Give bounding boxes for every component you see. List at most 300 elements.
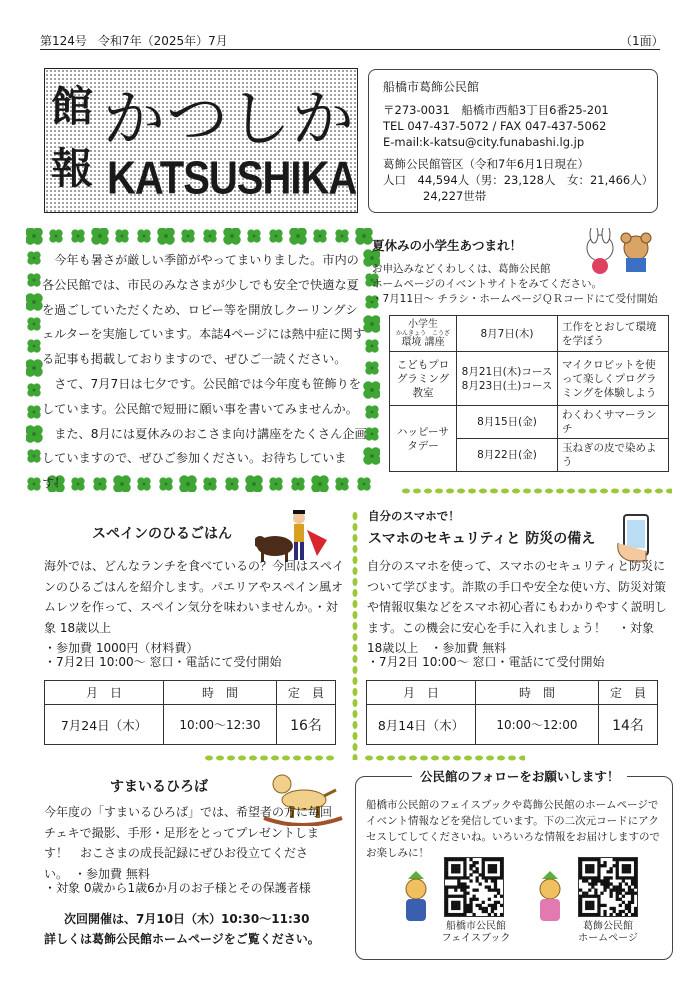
qr-module (497, 876, 500, 879)
qr-module (494, 907, 497, 910)
vine-leaf-icon (578, 489, 586, 494)
qr-module (628, 904, 631, 907)
clover-icon (26, 359, 43, 377)
vine-leaf-icon (420, 756, 428, 761)
qr-module (472, 913, 475, 916)
clover-icon (27, 383, 40, 396)
qr-module (448, 885, 451, 888)
qr-module (588, 913, 591, 916)
qr-module (488, 885, 491, 888)
qr-pattern-1-icon (445, 858, 503, 916)
qr-module (579, 876, 582, 879)
qr-module (479, 904, 482, 907)
vine-leaf-icon (227, 756, 235, 761)
vine-leaf-icon (453, 756, 461, 761)
vine-leaf-icon (431, 756, 439, 761)
vine-leaf-icon (435, 489, 443, 494)
vine-leaf-icon (353, 699, 358, 707)
qr-module (625, 858, 628, 861)
qr-module (585, 892, 588, 895)
qr-module (610, 913, 613, 916)
qr-module (585, 870, 588, 873)
col-capacity-header: 定 員 (599, 681, 658, 705)
qr-module (628, 910, 631, 913)
qr-module (603, 904, 606, 907)
qr-module (497, 889, 500, 892)
qr-module (600, 864, 603, 867)
center-address: 〒273-0031 船橋市西船3丁目6番25-201 (383, 103, 609, 117)
qr-module (454, 870, 457, 873)
qr-module (588, 907, 591, 910)
qr-module (463, 904, 466, 907)
vine-leaf-icon (353, 589, 358, 597)
qr-module (619, 885, 622, 888)
qr-module (588, 895, 591, 898)
homepage-qr-code[interactable] (578, 857, 638, 917)
qr-module (494, 901, 497, 904)
qr-module (457, 876, 460, 879)
qr-module (457, 913, 460, 916)
qr-module (588, 876, 591, 879)
qr-module (613, 858, 616, 861)
qr-module (500, 895, 503, 898)
qr-module (597, 913, 600, 916)
qr-module (594, 913, 597, 916)
clover-icon (203, 229, 216, 242)
qr-module (582, 892, 585, 895)
qr-module (469, 873, 472, 876)
qr-module (594, 882, 597, 885)
qr-module (494, 858, 497, 861)
qr-module (491, 870, 494, 873)
vine-leaf-icon (249, 756, 257, 761)
vine-divider-1 (402, 486, 672, 496)
qr-module (597, 858, 600, 861)
qr-module (594, 858, 597, 861)
qr-module (469, 864, 472, 867)
qr-module (585, 864, 588, 867)
qr-module (469, 901, 472, 904)
vine-leaf-icon (519, 756, 525, 761)
vine-leaf-icon (622, 489, 630, 494)
qr-module (445, 892, 448, 895)
greeting-paragraph-3: また、8月には夏休みのおこさま向け講座をたくさん企画していますので、ぜひご参加ください。お待ちしています！ (42, 426, 367, 491)
qr-module (482, 901, 485, 904)
qr-module (488, 889, 491, 892)
spain-date: 7月24日（木） (45, 705, 164, 745)
qr-module (628, 870, 631, 873)
event-desc: 玉ねぎの皮で染めよう (558, 439, 669, 472)
qr-module (463, 913, 466, 916)
vine-leaf-icon (353, 600, 358, 608)
qr-module (460, 876, 463, 879)
qr-module (588, 858, 591, 861)
clover-icon (27, 477, 40, 490)
qr-module (622, 864, 625, 867)
qr-module (494, 885, 497, 888)
qr-module (603, 910, 606, 913)
masthead-kanji-1: 館 (51, 82, 94, 131)
qr-module (582, 879, 585, 882)
qr-module (616, 889, 619, 892)
smartphone-schedule-table (366, 680, 658, 745)
qr-module (482, 867, 485, 870)
vine-leaf-icon (497, 756, 505, 761)
qr-module (579, 864, 582, 867)
qr-module (482, 907, 485, 910)
masthead-kanji-2: 報 (51, 144, 94, 193)
qr-module (622, 876, 625, 879)
qr-module (494, 879, 497, 882)
qr-module (616, 895, 619, 898)
greeting-paragraph-2: さて、7月7日は七夕です。公民館では今年度も笹飾りをしています。公民館で短冊に願い事を書いてみませんか。 (42, 376, 361, 416)
qr-module (454, 867, 457, 870)
qr-module (600, 904, 603, 907)
qr-module (476, 889, 479, 892)
qr-module (628, 892, 631, 895)
table-row (390, 406, 669, 439)
qr-module (634, 913, 637, 916)
qr-module (625, 882, 628, 885)
clover-icon (137, 229, 150, 242)
qr-module (588, 870, 591, 873)
qr-module (445, 889, 448, 892)
qr-module (597, 907, 600, 910)
vine-leaf-icon (424, 489, 432, 494)
qr-module (579, 901, 582, 904)
clover-icon (27, 405, 40, 418)
center-email[interactable]: E-mail:k-katsu@city.funabashi.lg.jp (383, 135, 585, 149)
qr-module (634, 907, 637, 910)
qr-module (585, 876, 588, 879)
qr-module (628, 864, 631, 867)
qr-module (634, 879, 637, 882)
qr-module (597, 876, 600, 879)
event-name: ハッピーサタデー (390, 406, 457, 472)
qr-module (463, 910, 466, 913)
smartphone-reception: ・7月2日 10:00～ 窓口・電話にて受付開始 (367, 655, 605, 669)
vine-leaf-icon (353, 754, 358, 760)
qr-module (463, 901, 466, 904)
smile-target: ・対象 0歳から1歳6か月のお子様とその保護者様 (44, 881, 311, 895)
qr-module (591, 867, 594, 870)
table-header-row (45, 681, 336, 705)
qr-module (631, 879, 634, 882)
qr-module (451, 858, 454, 861)
vine-leaf-icon (353, 666, 358, 674)
mascot-funabashi-icon (396, 869, 436, 925)
qr-module (591, 879, 594, 882)
qr-module (463, 873, 466, 876)
greeting-paragraph-1: 今年も暑さが厳しい季節がやってまいりました。市内の各公民館では、市民のみなさまが少しでも安全で快適な夏を過ごしていただくため、ロビー等を開放しクーリングシェルターを実施しています。本誌4ページには熱中症に関する記事も掲載しておりますので、ぜひご一読ください。 (42, 253, 365, 367)
qr-module (469, 898, 472, 901)
qr-module (445, 873, 448, 876)
vine-leaf-icon (409, 756, 417, 761)
homepage-label: 葛飾公民館 ホームページ (578, 921, 638, 944)
vine-leaf-icon (512, 489, 520, 494)
vine-leaf-icon (376, 756, 384, 761)
summer-title: 夏休みの小学生あつまれ！ (372, 238, 523, 253)
qr-module (479, 907, 482, 910)
qr-module (466, 892, 469, 895)
qr-module (448, 895, 451, 898)
qr-module (582, 913, 585, 916)
qr-module (585, 901, 588, 904)
qr-module (445, 861, 448, 864)
qr-module (622, 889, 625, 892)
qr-module (634, 882, 637, 885)
masthead-romaji: KATSUSHIKA (107, 153, 357, 204)
table-row (45, 705, 336, 745)
vine-leaf-icon (534, 489, 542, 494)
qr-module (491, 864, 494, 867)
qr-module (491, 876, 494, 879)
qr-module (457, 901, 460, 904)
qr-module (457, 895, 460, 898)
summer-table (389, 315, 669, 472)
qr-module (491, 907, 494, 910)
qr-module (634, 858, 637, 861)
qr-module (625, 904, 628, 907)
qr-module (445, 913, 448, 916)
qr-module (616, 858, 619, 861)
vine-leaf-icon (353, 556, 358, 564)
qr-module (469, 858, 472, 861)
qr-module (466, 876, 469, 879)
qr-module (628, 907, 631, 910)
qr-pattern-2-icon (579, 858, 637, 916)
qr-module (482, 864, 485, 867)
qr-module (579, 910, 582, 913)
qr-module (463, 907, 466, 910)
qr-module (466, 910, 469, 913)
vine-leaf-icon (556, 489, 564, 494)
qr-module (588, 889, 591, 892)
vine-leaf-icon (387, 756, 395, 761)
clover-icon (115, 229, 128, 242)
qr-module (454, 895, 457, 898)
vine-leaf-icon (353, 721, 358, 729)
vine-leaf-icon (479, 489, 487, 494)
qr-module (445, 907, 448, 910)
facebook-qr-code[interactable] (444, 857, 504, 917)
qr-module (494, 889, 497, 892)
qr-module (476, 904, 479, 907)
vine-leaf-icon (402, 489, 410, 494)
qr-module (610, 876, 613, 879)
vine-leaf-icon (271, 756, 279, 761)
qr-module (579, 913, 582, 916)
qr-module (469, 879, 472, 882)
qr-module (597, 879, 600, 882)
table-header-row (367, 681, 658, 705)
info-box (368, 69, 658, 213)
qr-module (591, 913, 594, 916)
qr-module (631, 882, 634, 885)
qr-module (610, 892, 613, 895)
qr-module (603, 882, 606, 885)
qr-module (628, 858, 631, 861)
clover-icon (26, 425, 43, 443)
qr-module (466, 907, 469, 910)
qr-module (585, 879, 588, 882)
vine-leaf-icon (490, 489, 498, 494)
qr-module (634, 885, 637, 888)
qr-module (463, 898, 466, 901)
smartphone-title: スマホのセキュリティと 防災の備え (368, 531, 596, 547)
households: 24,227世帯 (423, 189, 487, 203)
qr-module (445, 870, 448, 873)
qr-module (594, 876, 597, 879)
qr-module (479, 873, 482, 876)
vine-leaf-icon (468, 489, 476, 494)
qr-module (591, 876, 594, 879)
qr-module (488, 864, 491, 867)
qr-module (591, 901, 594, 904)
clover-icon (355, 228, 373, 245)
qr-module (597, 895, 600, 898)
qr-module (482, 910, 485, 913)
qr-module (500, 870, 503, 873)
qr-module (488, 870, 491, 873)
qr-module (457, 864, 460, 867)
qr-module (588, 901, 591, 904)
vine-leaf-icon (442, 756, 450, 761)
clover-icon (223, 228, 241, 245)
qr-module (582, 895, 585, 898)
qr-module (619, 889, 622, 892)
qr-module (616, 864, 619, 867)
qr-module (482, 870, 485, 873)
qr-module (485, 910, 488, 913)
qr-module (451, 870, 454, 873)
qr-module (634, 892, 637, 895)
qr-module (619, 892, 622, 895)
qr-module (463, 867, 466, 870)
qr-module (613, 907, 616, 910)
qr-module (616, 898, 619, 901)
vine-leaf-icon (353, 710, 358, 718)
vine-leaf-icon (353, 688, 358, 696)
qr-module (585, 867, 588, 870)
qr-module (606, 885, 609, 888)
smartphone-capacity: 14名 (599, 705, 658, 745)
qr-module (634, 870, 637, 873)
qr-module (463, 882, 466, 885)
summer-intro-3: ・7月11日～ チラシ・ホームページＱＲコードにて受付開始 (372, 293, 658, 305)
qr-module (616, 892, 619, 895)
vine-leaf-icon (304, 756, 312, 761)
qr-module (603, 889, 606, 892)
qr-module (500, 913, 503, 916)
qr-module (616, 870, 619, 873)
qr-module (482, 858, 485, 861)
vine-leaf-icon (315, 756, 323, 761)
qr-module (603, 913, 606, 916)
spain-body: 海外では、どんなランチを食べているの？今回はスペインのひるごはんを紹介します。パエリアやスペイン風オムレツを作って、スペイン気分を味わいませんか。・対象 18歳以上 (44, 559, 345, 635)
issue-number: 第124号 (40, 34, 87, 48)
center-name: 船橋市葛飾公民館 (383, 80, 480, 94)
clover-icon (335, 229, 348, 242)
qr-module (454, 901, 457, 904)
qr-module (591, 858, 594, 861)
qr-module (603, 876, 606, 879)
qr-module (445, 904, 448, 907)
qr-module (585, 913, 588, 916)
event-name: 小学生 かんきょう こうざ 環境 講座 (390, 316, 457, 352)
issue-date: 令和7年（2025年）7月 (98, 34, 228, 48)
qr-module (445, 876, 448, 879)
qr-module (451, 907, 454, 910)
qr-module (594, 879, 597, 882)
qr-module (476, 876, 479, 879)
qr-module (588, 864, 591, 867)
smile-title: すまいるひろば (110, 779, 208, 795)
qr-module (628, 876, 631, 879)
qr-module (500, 864, 503, 867)
qr-module (619, 910, 622, 913)
qr-module (631, 895, 634, 898)
qr-module (460, 885, 463, 888)
qr-module (622, 901, 625, 904)
qr-module (488, 898, 491, 901)
qr-module (457, 882, 460, 885)
qr-module (454, 858, 457, 861)
qr-module (625, 864, 628, 867)
greeting-text (42, 248, 368, 496)
qr-module (603, 879, 606, 882)
qr-module (491, 889, 494, 892)
masthead (44, 68, 358, 213)
vine-leaf-icon (486, 756, 494, 761)
qr-module (616, 873, 619, 876)
qr-module (616, 861, 619, 864)
vine-leaf-icon (205, 756, 213, 761)
qr-module (445, 898, 448, 901)
qr-module (619, 904, 622, 907)
qr-module (451, 876, 454, 879)
qr-module (613, 889, 616, 892)
qr-module (625, 913, 628, 916)
qr-module (597, 898, 600, 901)
qr-module (616, 913, 619, 916)
qr-module (485, 876, 488, 879)
facebook-label: 船橋市公民館 フェイスブック (441, 921, 511, 944)
qr-module (631, 913, 634, 916)
qr-module (482, 876, 485, 879)
qr-module (448, 858, 451, 861)
qr-module (622, 858, 625, 861)
qr-module (488, 858, 491, 861)
qr-module (494, 864, 497, 867)
qr-module (585, 907, 588, 910)
qr-module (482, 873, 485, 876)
clover-icon (27, 339, 40, 352)
qr-module (579, 904, 582, 907)
clover-icon (26, 293, 43, 311)
qr-module (460, 858, 463, 861)
qr-module (445, 867, 448, 870)
smartphone-time: 10:00～12:00 (476, 705, 599, 745)
qr-module (597, 864, 600, 867)
vine-leaf-icon (353, 644, 358, 652)
event-desc: 工作をとおして環境を学ぼう (558, 316, 669, 352)
qr-module (619, 913, 622, 916)
qr-module (625, 892, 628, 895)
smile-details: 詳しくは葛飾公民館ホームページをご覧ください。 (44, 932, 320, 946)
qr-module (463, 864, 466, 867)
qr-module (463, 861, 466, 864)
